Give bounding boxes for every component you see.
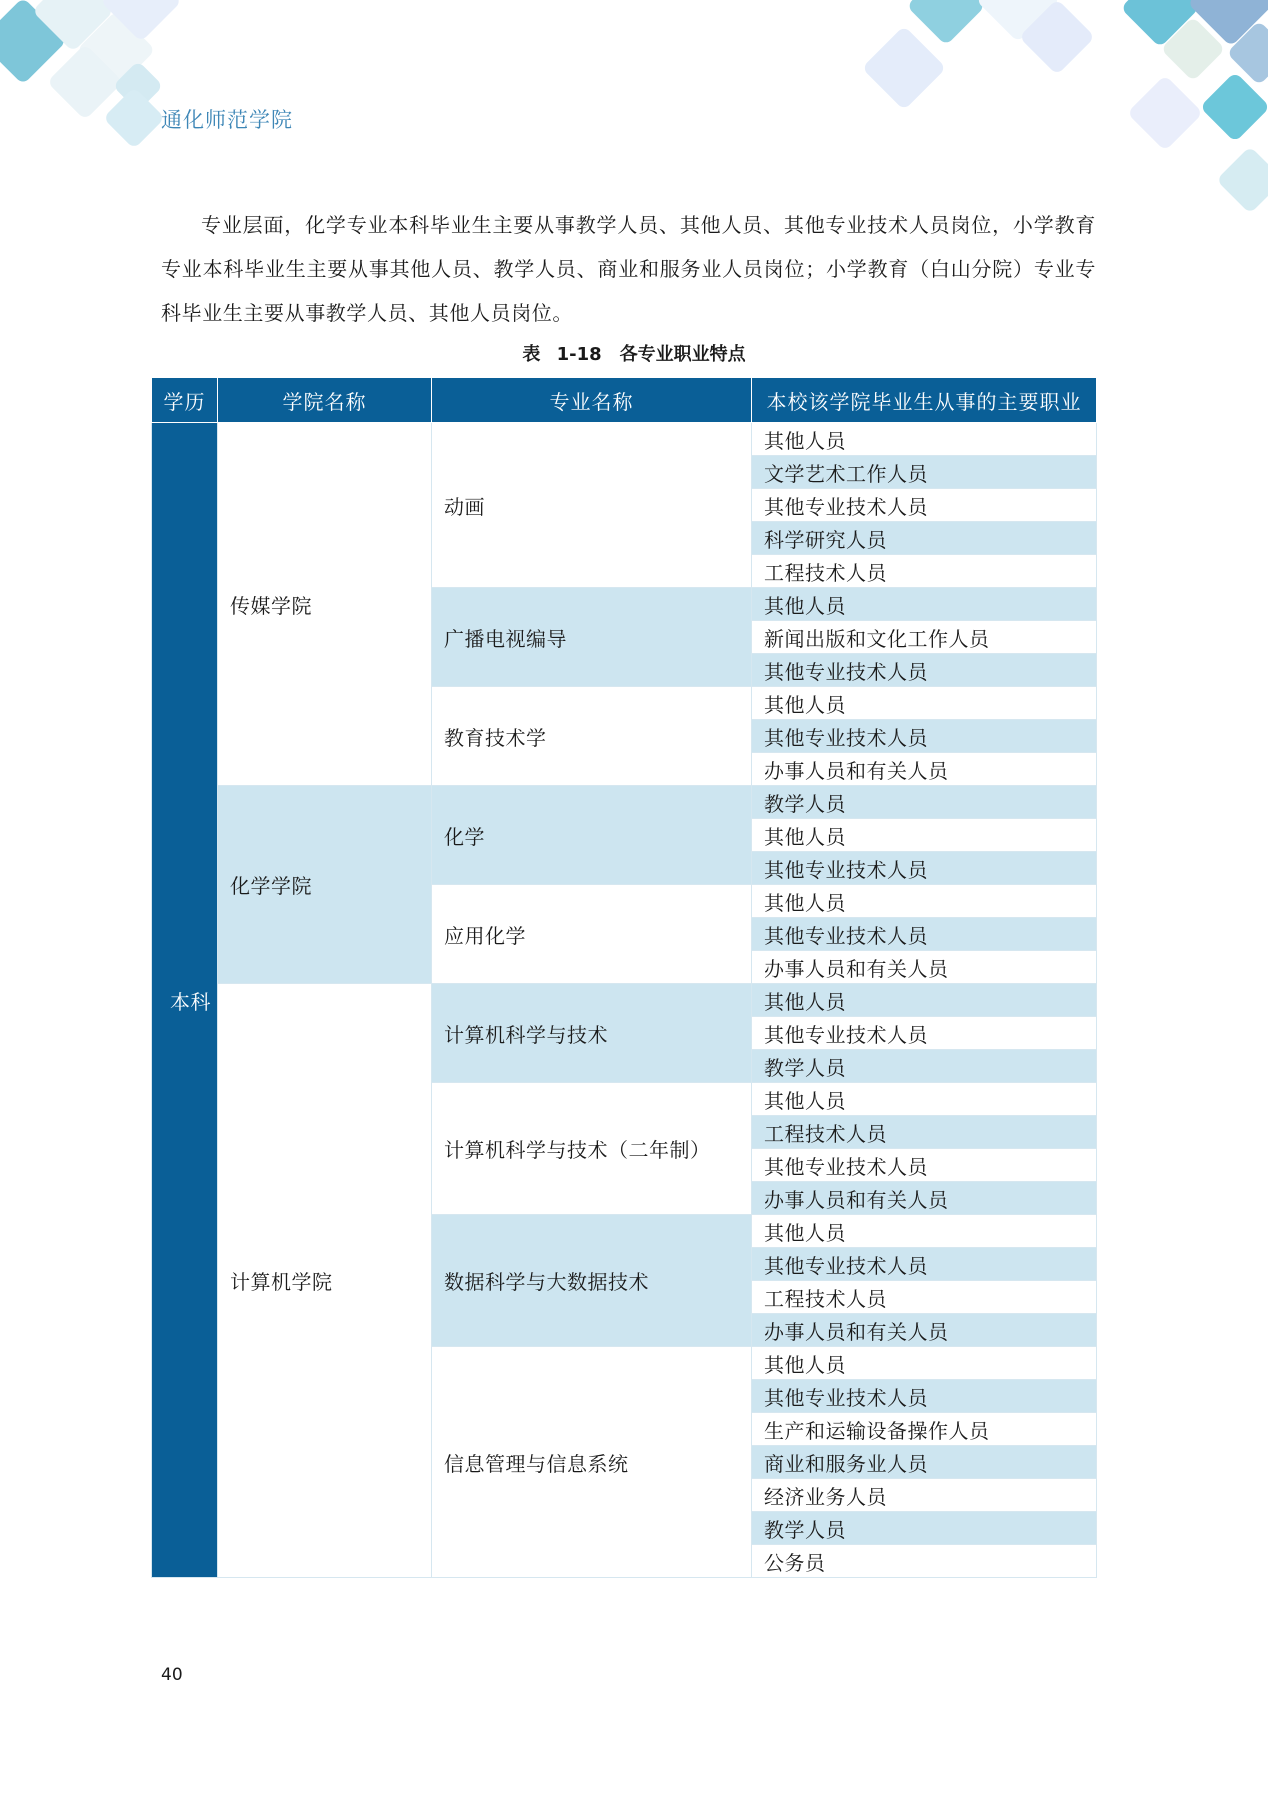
job-cell: 其他专业技术人员 (752, 918, 1097, 951)
major-cell: 动画 (432, 423, 752, 588)
major-cell: 化学 (432, 786, 752, 885)
career-table (151, 377, 1097, 1578)
job-cell: 其他人员 (752, 1347, 1097, 1380)
job-cell: 经济业务人员 (752, 1479, 1097, 1512)
job-cell: 工程技术人员 (752, 1281, 1097, 1314)
header-occupation: 本校该学院毕业生从事的主要职业 (752, 378, 1097, 423)
college-cell: 计算机学院 (218, 984, 432, 1578)
college-cell: 化学学院 (218, 786, 432, 984)
job-cell: 其他专业技术人员 (752, 1017, 1097, 1050)
level-cell: 本科 (152, 423, 218, 1578)
table-header-row (152, 378, 1097, 423)
major-cell: 计算机科学与技术 (432, 984, 752, 1083)
major-cell: 广播电视编导 (432, 588, 752, 687)
job-cell: 其他人员 (752, 885, 1097, 918)
job-cell: 办事人员和有关人员 (752, 1182, 1097, 1215)
job-cell: 文学艺术工作人员 (752, 456, 1097, 489)
job-cell: 其他人员 (752, 423, 1097, 456)
job-cell: 教学人员 (752, 786, 1097, 819)
job-cell: 商业和服务业人员 (752, 1446, 1097, 1479)
job-cell: 办事人员和有关人员 (752, 951, 1097, 984)
job-cell: 生产和运输设备操作人员 (752, 1413, 1097, 1446)
job-cell: 其他人员 (752, 819, 1097, 852)
job-cell: 办事人员和有关人员 (752, 753, 1097, 786)
job-cell: 其他人员 (752, 1083, 1097, 1116)
job-cell: 科学研究人员 (752, 522, 1097, 555)
job-cell: 其他专业技术人员 (752, 852, 1097, 885)
major-cell: 数据科学与大数据技术 (432, 1215, 752, 1347)
job-cell: 其他专业技术人员 (752, 720, 1097, 753)
table-row (152, 786, 1097, 819)
job-cell: 其他专业技术人员 (752, 1248, 1097, 1281)
page-number: 40 (161, 1665, 183, 1685)
job-cell: 教学人员 (752, 1050, 1097, 1083)
college-cell: 传媒学院 (218, 423, 432, 786)
job-cell: 其他人员 (752, 588, 1097, 621)
header-college: 学院名称 (218, 378, 432, 423)
job-cell: 其他人员 (752, 1215, 1097, 1248)
job-cell: 新闻出版和文化工作人员 (752, 621, 1097, 654)
table-row (152, 984, 1097, 1017)
major-cell: 信息管理与信息系统 (432, 1347, 752, 1578)
job-cell: 其他专业技术人员 (752, 654, 1097, 687)
intro-paragraph: 专业层面，化学专业本科毕业生主要从事教学人员、其他人员、其他专业技术人员岗位，小学教育专业本科毕业生主要从事其他人员、教学人员、商业和服务业人员岗位；小学教育（白山分院）专业专科毕业生主要从事教学人员、其他人员岗位。 (161, 213, 1096, 325)
school-name: 通化师范学院 (161, 108, 293, 132)
major-cell: 教育技术学 (432, 687, 752, 786)
table-row (152, 423, 1097, 456)
major-cell: 计算机科学与技术（二年制） (432, 1083, 752, 1215)
table-caption: 表 1-18 各专业职业特点 (522, 344, 746, 365)
job-cell: 教学人员 (752, 1512, 1097, 1545)
header-major: 专业名称 (432, 378, 752, 423)
job-cell: 工程技术人员 (752, 555, 1097, 588)
job-cell: 其他人员 (752, 687, 1097, 720)
header-level: 学历 (152, 378, 218, 423)
job-cell: 工程技术人员 (752, 1116, 1097, 1149)
job-cell: 办事人员和有关人员 (752, 1314, 1097, 1347)
job-cell: 公务员 (752, 1545, 1097, 1578)
job-cell: 其他专业技术人员 (752, 489, 1097, 522)
job-cell: 其他专业技术人员 (752, 1380, 1097, 1413)
major-cell: 应用化学 (432, 885, 752, 984)
job-cell: 其他人员 (752, 984, 1097, 1017)
job-cell: 其他专业技术人员 (752, 1149, 1097, 1182)
